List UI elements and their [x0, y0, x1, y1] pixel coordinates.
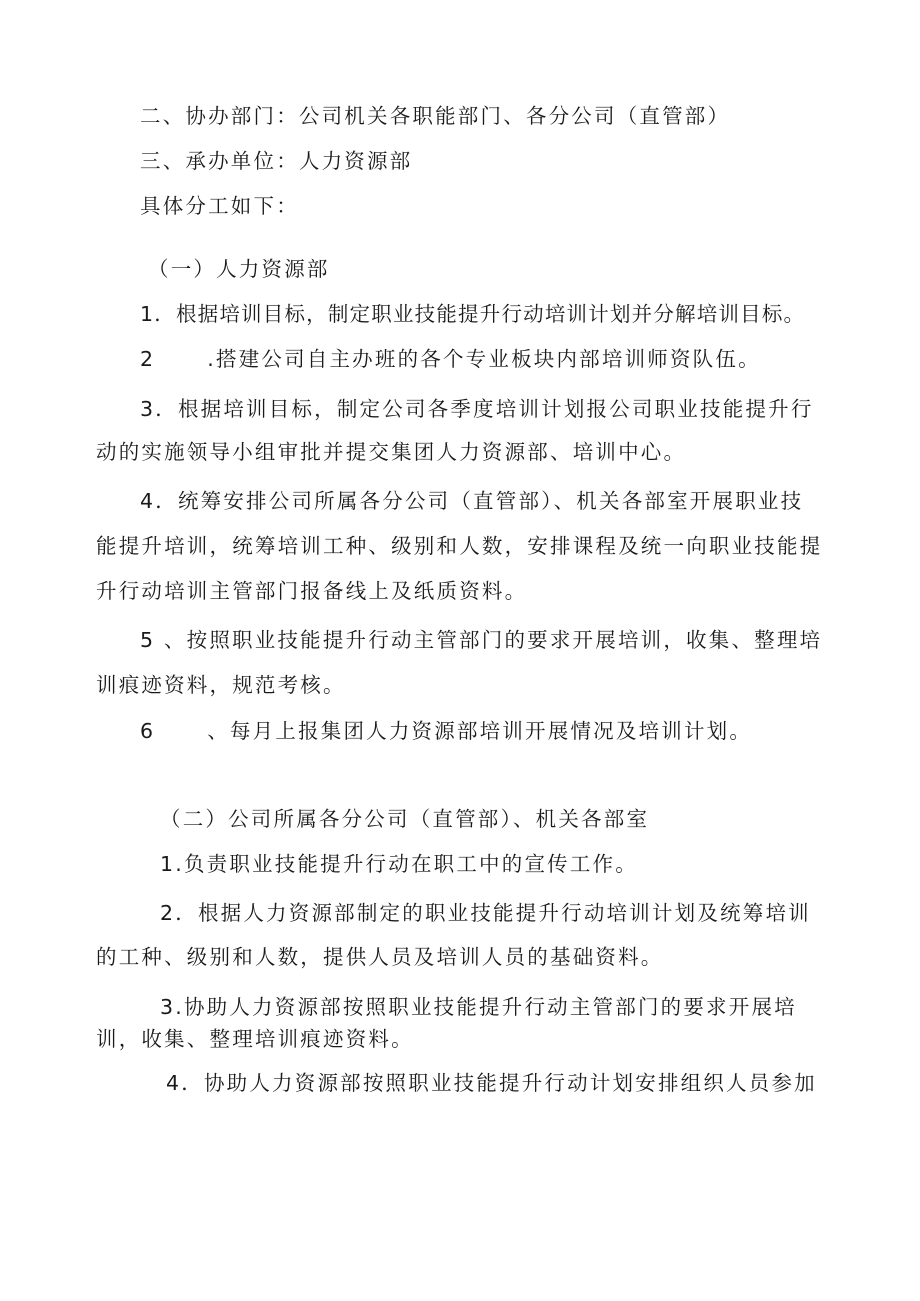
section2-heading: （二）公司所属各分公司（直管部）、机关各部室	[160, 807, 650, 831]
section1-item2-text: .搭建公司自主办班的各个专业板块内部培训师资队伍。	[207, 347, 761, 371]
section2-item2-line1: 2．根据人力资源部制定的职业技能提升行动培训计划及统筹培训	[160, 901, 811, 925]
section1-item3-line1: 3．根据培训目标，制定公司各季度培训计划报公司职业技能提升行	[140, 397, 814, 421]
undertaking-unit-line: 三、承办单位：人力资源部	[140, 149, 413, 173]
cooperating-departments-line: 二、协办部门：公司机关各职能部门、各分公司（直管部）	[140, 104, 731, 128]
section1-item4-line1: 4．统筹安排公司所属各分公司（直管部）、机关各部室开展职业技	[140, 489, 804, 513]
section1-item4-line3: 升行动培训主管部门报备线上及纸质资料。	[96, 579, 528, 603]
section1-item4-line2: 能提升培训，统筹培训工种、级别和人数，安排课程及统一向职业技能提	[96, 534, 823, 558]
section1-item3-line2: 动的实施领导小组审批并提交集团人力资源部、培训中心。	[96, 440, 687, 464]
section1-item5-line1: 5 、按照职业技能提升行动主管部门的要求开展培训，收集、整理培	[140, 628, 823, 652]
section1-item1: 1．根据培训目标，制定职业技能提升行动培训计划并分解培训目标。	[140, 302, 806, 326]
section2-item2-line2: 的工种、级别和人数，提供人员及培训人员的基础资料。	[96, 945, 664, 969]
section2-item4-line1: 4．协助人力资源部按照职业技能提升行动计划安排组织人员参加	[166, 1071, 817, 1095]
section1-item6-number: 6	[140, 719, 156, 743]
section1-item2	[140, 345, 761, 373]
section1-item6-text: 、每月上报集团人力资源部培训开展情况及培训计划。	[207, 719, 753, 743]
section2-item3-line1: 3.协助人力资源部按照职业技能提升行动主管部门的要求开展培	[160, 995, 797, 1019]
section2-item3-line2: 训，收集、整理培训痕迹资料。	[96, 1027, 414, 1051]
section1-item6	[140, 717, 752, 745]
section1-heading: （一）人力资源部	[148, 257, 330, 281]
section1-item5-line2: 训痕迹资料，规范考核。	[96, 673, 346, 697]
section2-item1: 1.负责职业技能提升行动在职工中的宣传工作。	[160, 852, 638, 876]
division-intro-line: 具体分工如下：	[140, 194, 299, 218]
section1-item2-number: 2	[140, 347, 156, 371]
